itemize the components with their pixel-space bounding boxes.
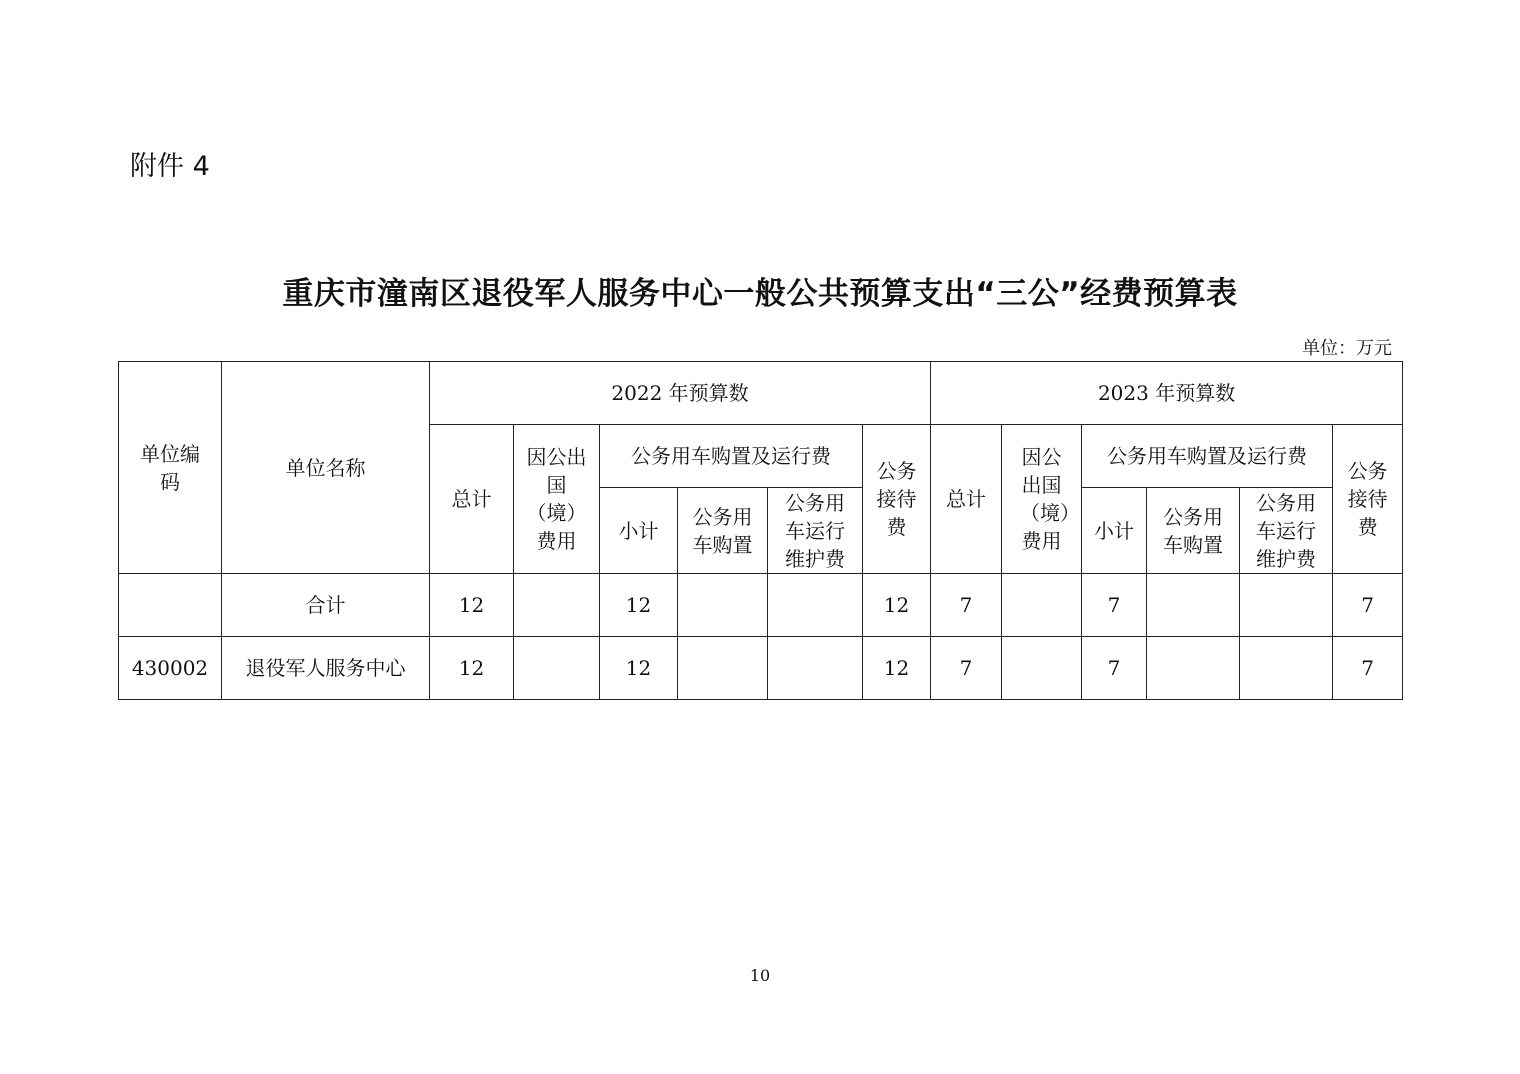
cell-2022-maintenance bbox=[768, 574, 863, 637]
header-2022-total: 总计 bbox=[430, 425, 514, 574]
cell-2023-abroad bbox=[1002, 637, 1082, 700]
header-2023-total: 总计 bbox=[931, 425, 1002, 574]
unit-label: 单位：万元 bbox=[1302, 338, 1392, 359]
cell-2023-purchase bbox=[1147, 637, 1240, 700]
header-2022-subtotal: 小计 bbox=[600, 488, 678, 574]
cell-2022-abroad bbox=[514, 574, 600, 637]
page-number: 10 bbox=[749, 966, 771, 985]
cell-2023-total: 7 bbox=[931, 574, 1002, 637]
header-2023-vehicle-group: 公务用车购置及运行费 bbox=[1082, 425, 1333, 488]
header-2022-vehicle-maintenance: 公务用车运行维护费 bbox=[768, 488, 863, 574]
cell-2022-purchase bbox=[678, 637, 768, 700]
cell-2023-maintenance bbox=[1240, 637, 1333, 700]
cell-name: 合计 bbox=[222, 574, 430, 637]
cell-2023-total: 7 bbox=[931, 637, 1002, 700]
header-2023-reception: 公务接待费 bbox=[1333, 425, 1403, 574]
cell-2022-purchase bbox=[678, 574, 768, 637]
table-row bbox=[119, 637, 1403, 700]
cell-2023-subtotal: 7 bbox=[1082, 637, 1147, 700]
cell-name: 退役军人服务中心 bbox=[222, 637, 430, 700]
cell-2022-subtotal: 12 bbox=[600, 574, 678, 637]
cell-2023-abroad bbox=[1002, 574, 1082, 637]
header-unit-code: 单位编码 bbox=[119, 362, 222, 574]
cell-code: 430002 bbox=[119, 637, 222, 700]
cell-2022-total: 12 bbox=[430, 574, 514, 637]
header-year-2022: 2022 年预算数 bbox=[430, 362, 931, 425]
cell-2022-abroad bbox=[514, 637, 600, 700]
header-2023-subtotal: 小计 bbox=[1082, 488, 1147, 574]
cell-2022-reception: 12 bbox=[863, 637, 931, 700]
header-2023-abroad: 因公出国（境）费用 bbox=[1002, 425, 1082, 574]
cell-2022-maintenance bbox=[768, 637, 863, 700]
header-2022-reception: 公务接待费 bbox=[863, 425, 931, 574]
cell-code bbox=[119, 574, 222, 637]
header-unit-name: 单位名称 bbox=[222, 362, 430, 574]
cell-2023-reception: 7 bbox=[1333, 637, 1403, 700]
header-year-2023: 2023 年预算数 bbox=[931, 362, 1403, 425]
header-2023-vehicle-maintenance: 公务用车运行维护费 bbox=[1240, 488, 1333, 574]
cell-2023-subtotal: 7 bbox=[1082, 574, 1147, 637]
cell-2023-reception: 7 bbox=[1333, 574, 1403, 637]
table-row-total bbox=[119, 574, 1403, 637]
cell-2022-reception: 12 bbox=[863, 574, 931, 637]
header-2023-vehicle-purchase: 公务用车购置 bbox=[1147, 488, 1240, 574]
cell-2023-maintenance bbox=[1240, 574, 1333, 637]
header-2022-abroad: 因公出国（境）费用 bbox=[514, 425, 600, 574]
cell-2022-total: 12 bbox=[430, 637, 514, 700]
cell-2023-purchase bbox=[1147, 574, 1240, 637]
cell-2022-subtotal: 12 bbox=[600, 637, 678, 700]
page-title: 重庆市潼南区退役军人服务中心一般公共预算支出“三公”经费预算表 bbox=[282, 276, 1238, 312]
header-2022-vehicle-purchase: 公务用车购置 bbox=[678, 488, 768, 574]
three-public-expenses-table bbox=[118, 361, 1403, 700]
attachment-label: 附件 4 bbox=[130, 151, 210, 182]
header-2022-vehicle-group: 公务用车购置及运行费 bbox=[600, 425, 863, 488]
